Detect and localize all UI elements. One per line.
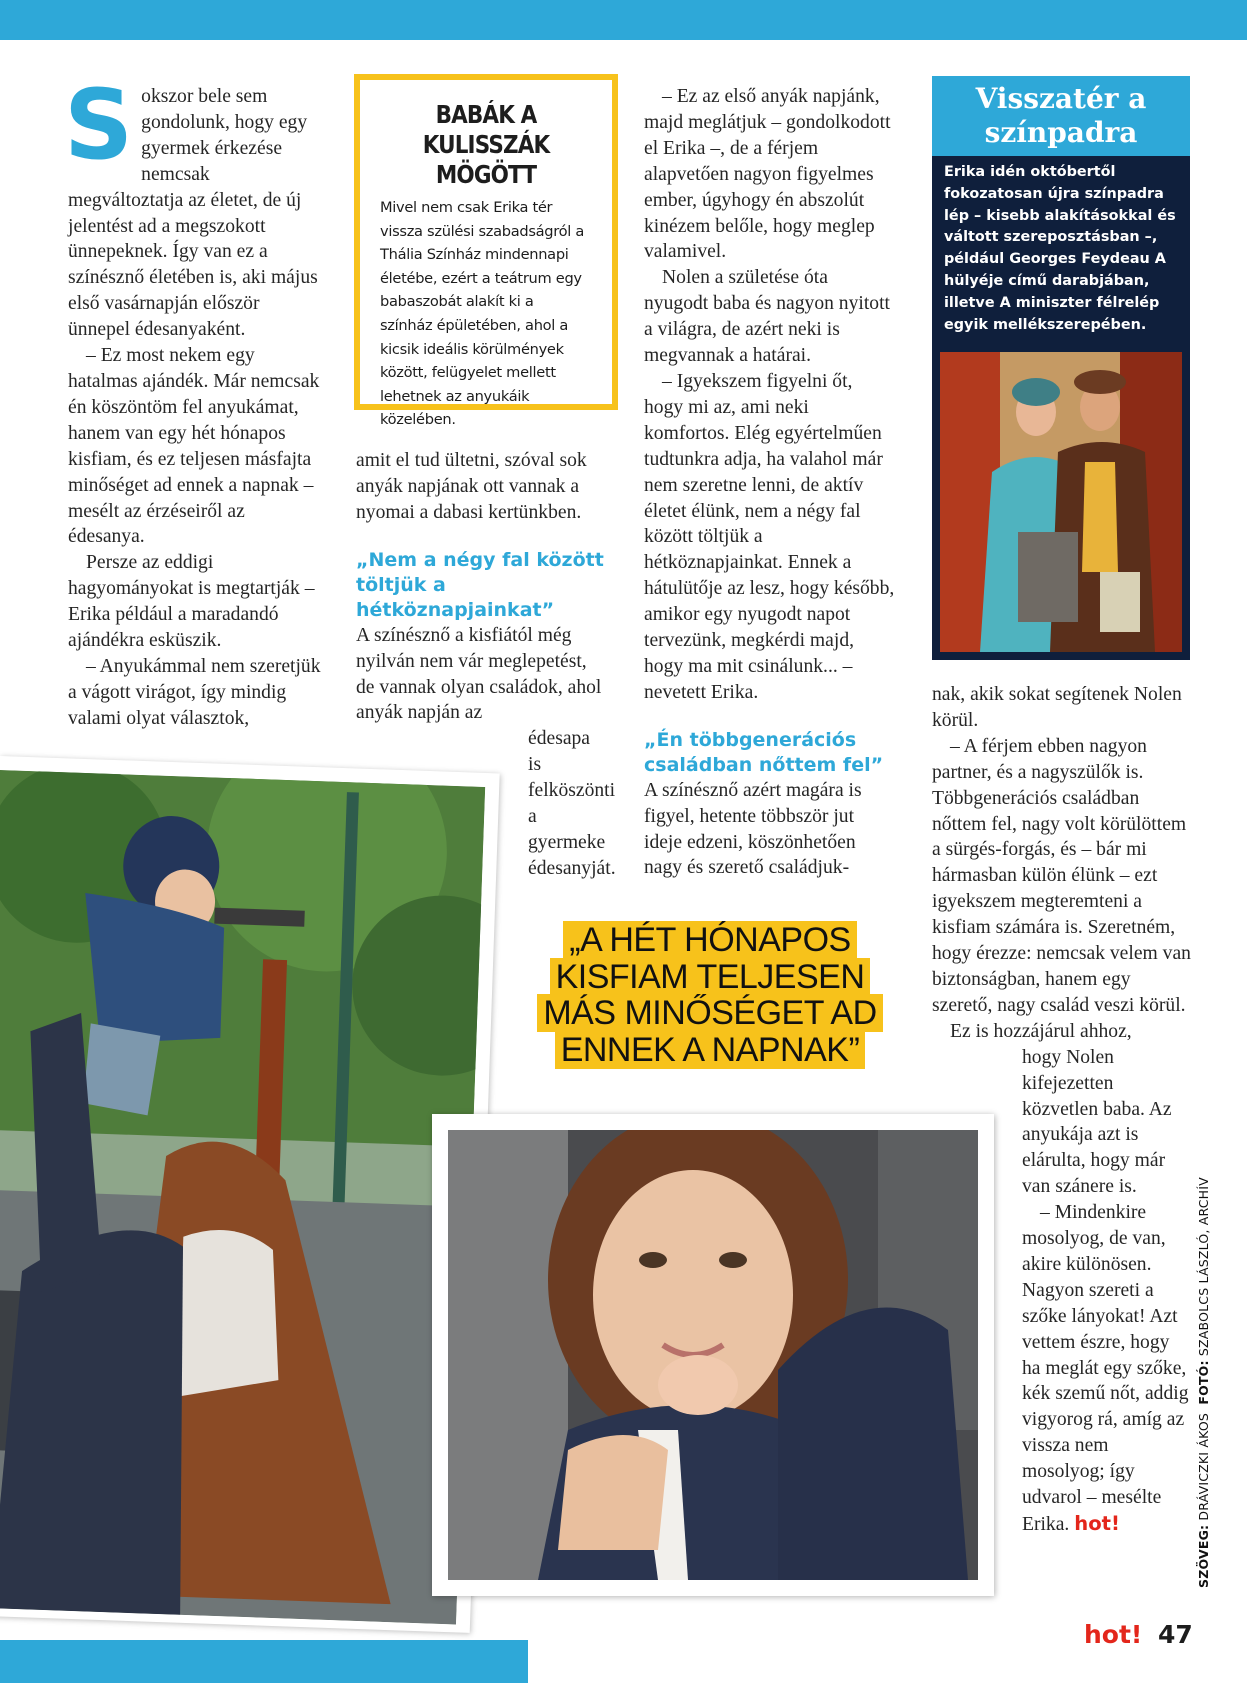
paragraph: – Anyukámmal nem szeretjük a vágott virágot, így mindig valami olyat választok, [68,655,321,729]
sidebar-body: Erika idén októbertől fokozatosan újra színpadra lép – kisebb alakításokkal és váltott szereposztásban –, például Georges Feydeau A hülyéje című darabjában, illetve A miniszter félrelép egyik mellékszerepében. [944,164,1176,333]
paragraph: édesapa is felköszönti a gyermeke édesanyját. [528,728,616,879]
subheading: „Nem a négy fal között töltjük a hétköznapjainkat” [356,548,604,621]
outdoor-photo-image [0,770,485,1624]
sidebar-visszater [932,76,1190,660]
credit-text-name: DRÁVICZKI ÁKOS [1196,1412,1211,1521]
stage-scene-image [940,352,1182,652]
bottom-color-bar [0,1640,528,1683]
paragraph [1022,1200,1192,1538]
credit-photo-label: FOTÓ: [1196,1360,1211,1405]
subheading: „Én többgenerációs családban nőttem fel” [644,728,884,776]
paragraph: Ez is hozzájárul ahhoz, [950,1020,1132,1042]
sidebar-title: BABÁK A KULISSZÁK MÖGÖTT [422,100,550,189]
paragraph: – Ez most nekem egy hatalmas ajándék. Már nemcsak én köszöntöm fel anyukámat, hanem van egy hét hónapos kisfiam, és ez teljesen másfajta minőséget ad ennek a napnak – mesélt az érzéseiről az édesanya. [68,345,320,548]
sidebar-body: Mivel nem csak Erika tér vissza szülési szabadságról a Thália Színház mindennapi életébe, ezért a teátrum egy babaszobát alakít ki a színház épületében, ahol a kicsik ideális körülmények között, felügyelet mellett lehetnek az anyukáik közelében. [380,199,585,429]
paragraph: A színésznő azért magára is figyel, hetente többször jut ideje edzeni, köszönhetően nagy és szerető családjuk- [644,779,862,879]
sidebar-title: Visszatér a színpadra [932,76,1190,156]
photo-mother-with-baby [432,1114,994,1596]
paragraph: A színésznő a kisfiától még nyilván nem vár meglepetést, de vannak olyan családok, ahol anyák napján az [356,624,602,724]
paragraph: – Igyekszem figyelni őt, hogy mi az, ami neki komfortos. Elég egyértelműen tudtunkra adja, ha valahol már nem szeretne lenni, de aktív életet élünk, nem a négy fal között töltjük a hétköznapjainkat. Ennek a hátulütője az lesz, hogy később, amikor egy nyugodt napot tervezünk, megkérdi majd, hogy ma mit csinálunk... – nevetett Erika. [644,370,895,703]
paragraph: Nolen a születése óta nyugodt baba és nagyon nyitott a világra, de azért neki is megvannak a határai. [644,267,890,367]
credit-photo-name: SZABOLCS LÁSZLÓ, ARCHÍV [1196,1177,1211,1357]
paragraph: – Ez az első anyák napjánk, majd meglátjuk – gondolkodott el Erika –, de a férjem alapvetően nagyon figyelmes ember, úgyhogy én abszolút kinézem belőle, hogy meglep valamivel. [644,86,891,263]
paragraph: – A férjem ebben nagyon partner, és a nagyszülők is. Többgenerációs családban nőttem fel, nagy volt körülöttem a sürgés-forgás, és – bár mi hármasban külön élünk – ezt igyekszem megteremteni a kisfiam számára is. Szeretném, hogy érezze: nemcsak velem van biztonságban, hanem egy szerető, nagy család veszi körül. [932,735,1191,1016]
drop-cap: S [64,69,134,181]
article-column-3 [644,84,896,881]
photo-credit [1196,1177,1211,1588]
pull-quote-text: „A HÉT HÓNAPOS KISFIAM TELJESEN MÁS MINŐSÉGET AD ENNEK A NAPNAK” [537,921,882,1069]
end-mark: hot! [1074,1512,1120,1535]
paragraph: amit el tud ültetni, szóval sok anyák napjának ott vannak a nyomai a dabasi kertünkben. [356,450,587,523]
magazine-brand: hot! [1084,1620,1143,1649]
paragraph: nak, akik sokat segítenek Nolen körül. [932,684,1182,731]
page-number: 47 [1158,1620,1193,1649]
paragraph: hogy Nolen kifejezetten közvetlen baba. Az anyukája azt is elárulta, hogy már van szánere is. [1022,1046,1172,1198]
intro-text: okszor bele sem gondolunk, hogy egy gyermek érkezése nemcsak megváltoztatja az életet, de új jelentést ad a megszokott ünnepeknek. Így van ez a színésznő életében is, aki május első vasárnapján először ünnepel édesanyaként. [68,86,318,341]
stage-photo [940,352,1182,652]
sidebar-babak [354,74,618,429]
paragraph: Persze az eddigi hagyományokat is megtartják – Erika például a maradandó ajándékra esküszik. [68,552,315,652]
pull-quote [520,922,900,1068]
intro-paragraph [64,69,324,343]
top-color-bar [0,0,1247,40]
portrait-photo-image [448,1130,978,1580]
credit-text-label: SZÖVEG: [1196,1524,1211,1588]
paragraph-text: – Mindenkire mosolyog, de van, akire különösen. Nagyon szereti a szőke lányokat! Azt vettem észre, hogy ha meglát egy szőke, kék szemű nőt, addig vigyorog rá, amíg az vissza nem mosolyog; így udvarol – mesélte Erika. [1022,1202,1189,1535]
photo-mother-lifting-baby [0,756,500,1633]
article-column-1 [64,69,324,732]
